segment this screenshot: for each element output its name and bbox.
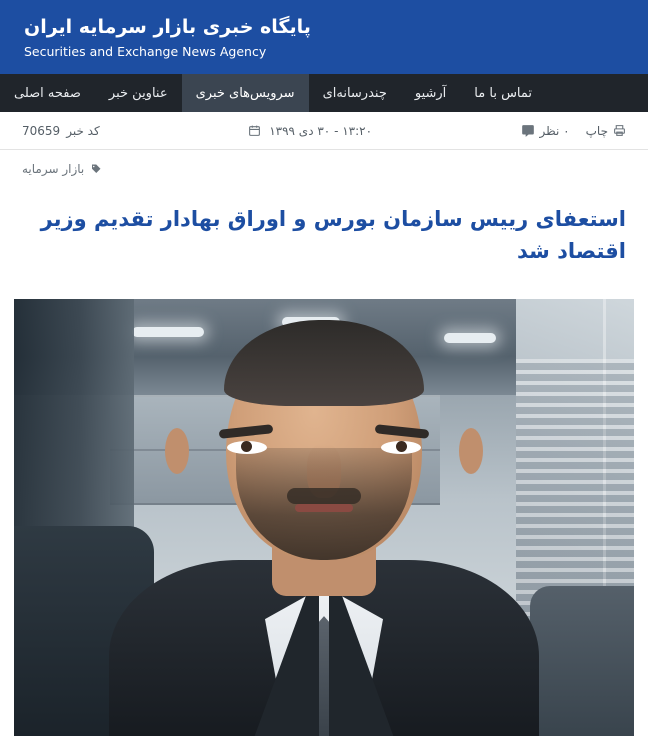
printer-icon: [613, 124, 626, 137]
article-code-label: کد خبر: [66, 123, 100, 138]
article-image: [14, 299, 634, 736]
photo-chair-right: [530, 586, 634, 736]
article-tools: [521, 124, 626, 138]
article-datetime: [248, 124, 372, 138]
subject-ear-right: [459, 428, 483, 474]
article-datetime-text: ۱۳:۲۰ - ۳۰ دی ۱۳۹۹: [269, 123, 373, 138]
site-header: [0, 0, 648, 74]
main-navigation: [0, 74, 648, 112]
article-code-value: 70659: [22, 123, 61, 138]
comments-button[interactable]: [521, 124, 570, 138]
nav-item-contact[interactable]: تماس با ما: [474, 85, 533, 101]
site-title-fa: پایگاه خبری بازار سرمایه ایران: [24, 15, 311, 38]
article-category: [0, 150, 648, 176]
article-figure: [0, 299, 648, 736]
subject-ear-left: [165, 428, 189, 474]
article-title: استعفای رییس سازمان بورس و اوراق بهادار تقدیم وزیر اقتصاد شد: [40, 207, 626, 263]
tag-icon: [90, 163, 102, 175]
nav-item-archive[interactable]: آرشیو: [414, 85, 447, 101]
comment-icon: [521, 124, 535, 138]
subject-mustache: [287, 488, 361, 504]
subject-pupil-right: [396, 441, 407, 452]
print-label: چاپ: [585, 123, 608, 138]
nav-item-news-services[interactable]: سرویس‌های خبری: [182, 74, 309, 112]
category-link[interactable]: بازار سرمایه: [22, 162, 85, 176]
article-code: [22, 124, 100, 138]
nav-item-multimedia[interactable]: چندرسانه‌ای: [322, 85, 387, 101]
nav-item-headlines[interactable]: عناوین خبر: [108, 85, 168, 101]
article-meta-bar: [0, 112, 648, 150]
photo-subject: [109, 336, 539, 736]
subject-mouth: [295, 504, 353, 512]
nav-item-home[interactable]: صفحه اصلی: [14, 85, 81, 101]
subject-pupil-left: [241, 441, 252, 452]
print-button[interactable]: [586, 124, 626, 138]
site-title-en: Securities and Exchange News Agency: [24, 44, 267, 60]
comments-label: ۰ نظر: [539, 123, 570, 138]
calendar-icon: [248, 124, 261, 137]
